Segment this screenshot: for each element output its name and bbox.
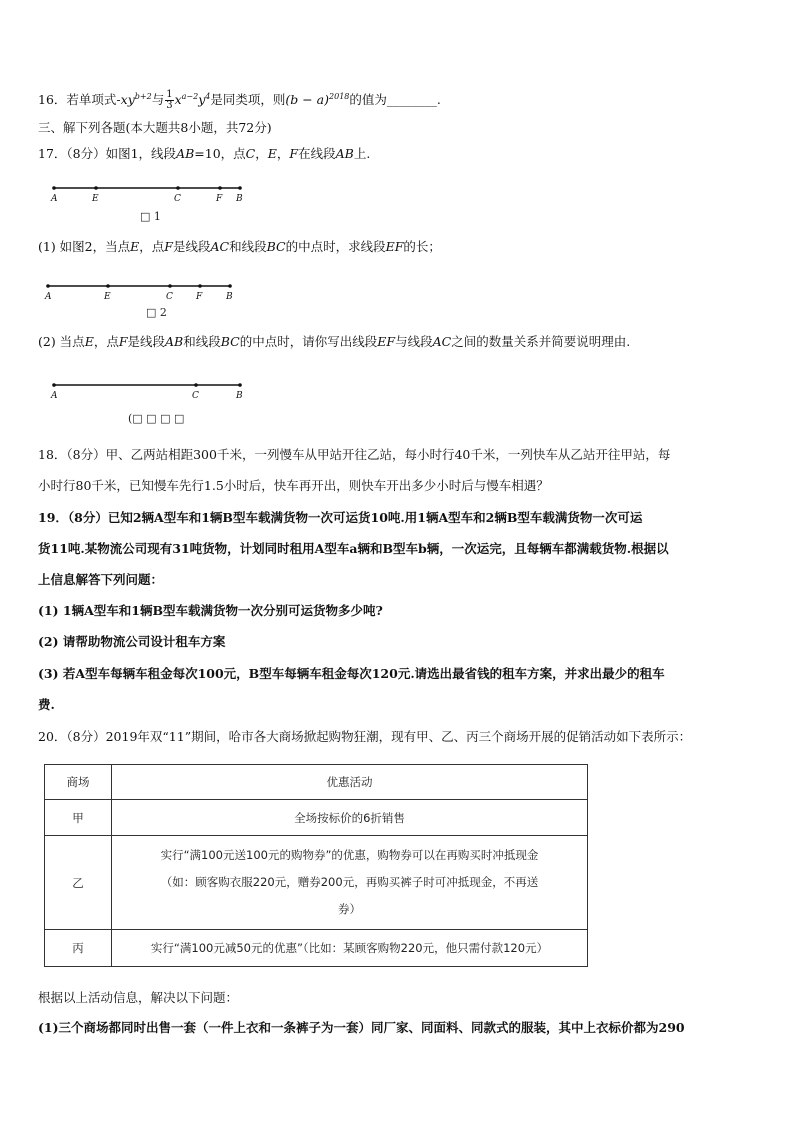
- section-heading: 三、解下列各题(本大题共8小题，共72分): [38, 120, 272, 135]
- promotion-text: 实行“满100元减50元的优惠”（比如：某顾客购物220元，他只需付款120元）: [112, 930, 588, 967]
- point-label: A: [51, 194, 58, 204]
- table-row: [45, 930, 588, 967]
- question-20-part-1: (1)三个商场都同时出售一套（一件上衣和一条裤子为一套）同厂家、同面料、同款式的服装，其中上衣标价都为290: [38, 1020, 685, 1035]
- question-17-part-2: (2) 当点E，点F是线段AB和线段BC的中点时，请你写出线段EF与线段AC之间的数量关系并简要说明理由.: [38, 334, 631, 349]
- promotion-text: 实行“满100元送100元的购物券”的优惠，购物券可以在再购买时冲抵现金 （如：顾客购衣服220元，赠券200元，再购买裤子时可冲抵现金，不再送 券）: [112, 836, 588, 930]
- promotion-text: 全场按标价的6折销售: [112, 800, 588, 836]
- figure-1-caption: □ 1: [140, 210, 161, 223]
- point-label: F: [196, 292, 203, 302]
- question-19-line-3: 上信息解答下列问题：: [38, 572, 164, 587]
- question-number: 16．: [38, 92, 67, 108]
- question-19-part-3-line-1: (3) 若A型车每辆车租金每次100元，B型车每辆车租金每次120元.请选出最省钱的租车方案，并求出最少的租车: [38, 666, 665, 681]
- point-label: A: [45, 292, 52, 302]
- question-19-part-1: (1) 1辆A型车和1辆B型车载满货物一次分别可运货物多少吨?: [38, 603, 383, 618]
- point-label: E: [92, 194, 99, 204]
- point-label: B: [236, 391, 243, 401]
- answer-blank[interactable]: ________: [386, 92, 437, 108]
- question-19-line-1: 19．（8分）已知2辆A型车和1辆B型车载满货物一次可运货10吨.用1辆A型车和2辆B型车载满货物一次可运: [38, 510, 643, 525]
- figure-3-segment: [44, 377, 254, 403]
- monomial-2: $x^{a-2}y^4$: [174, 92, 211, 108]
- store-name: 乙: [45, 836, 112, 930]
- question-19-part-2: (2) 请帮助物流公司设计租车方案: [38, 634, 226, 649]
- point-label: B: [236, 194, 243, 204]
- figure-2-caption: □ 2: [146, 306, 167, 319]
- point-label: F: [216, 194, 223, 204]
- point-label: A: [51, 391, 58, 401]
- question-17-part-1: (1) 如图2，当点E，点F是线段AC和线段BC的中点时，求线段EF的长；: [38, 239, 441, 254]
- point-label: C: [192, 391, 199, 401]
- after-table-instruction: 根据以上活动信息，解决以下问题：: [38, 990, 239, 1005]
- question-19-part-3-line-2: 费.: [38, 697, 55, 712]
- point-label: C: [166, 292, 173, 302]
- question-18-line-2: 小时行80千米，已知慢车先行1.5小时后，快车再开出，则快车开出多少小时后与慢车相遇？: [38, 478, 549, 493]
- question-19-line-2: 货11吨.某物流公司现有31吨货物，计划同时租用A型车a辆和B型车b辆，一次运完，且每辆车都满载货物.根据以: [38, 541, 669, 556]
- figure-3-caption: (□ □ □ □: [128, 412, 185, 425]
- question-20-stem: 20．（8分）2019年双“11”期间，哈市各大商场掀起购物狂潮，现有甲、乙、丙三个商场开展的促销活动如下表所示：: [38, 729, 692, 744]
- point-label: B: [226, 292, 233, 302]
- promotion-table: [44, 764, 588, 967]
- header-promotion: 优惠活动: [112, 765, 588, 800]
- question-18-line-1: 18．（8分）甲、乙两站相距300千米，一列慢车从甲站开往乙站，每小时行40千米，一列快车从乙站开往甲站，每: [38, 447, 671, 462]
- table-row: [45, 836, 588, 930]
- header-store: 商场: [45, 765, 112, 800]
- fraction-one-third: $\frac{1}{3}$: [166, 89, 173, 112]
- monomial-1: $-xy^{b+2}$: [116, 92, 152, 108]
- question-16: 16．若单项式$-xy^{b+2}$与 $\frac{1}{3}$ $x^{a-2}y^4$是同类项，则$(b - a)^{2018}$的值为________.: [38, 89, 441, 112]
- table-header-row: [45, 765, 588, 800]
- figure-2-segment: [38, 278, 248, 304]
- table-row: [45, 800, 588, 836]
- store-name: 甲: [45, 800, 112, 836]
- point-label: E: [104, 292, 111, 302]
- store-name: 丙: [45, 930, 112, 967]
- question-17-stem: 17．（8分）如图1，线段AB=10，点C，E，F在线段AB上.: [38, 146, 371, 161]
- point-label: C: [174, 194, 181, 204]
- expression: $(b - a)^{2018}$: [285, 92, 350, 108]
- figure-1-segment: [44, 180, 254, 206]
